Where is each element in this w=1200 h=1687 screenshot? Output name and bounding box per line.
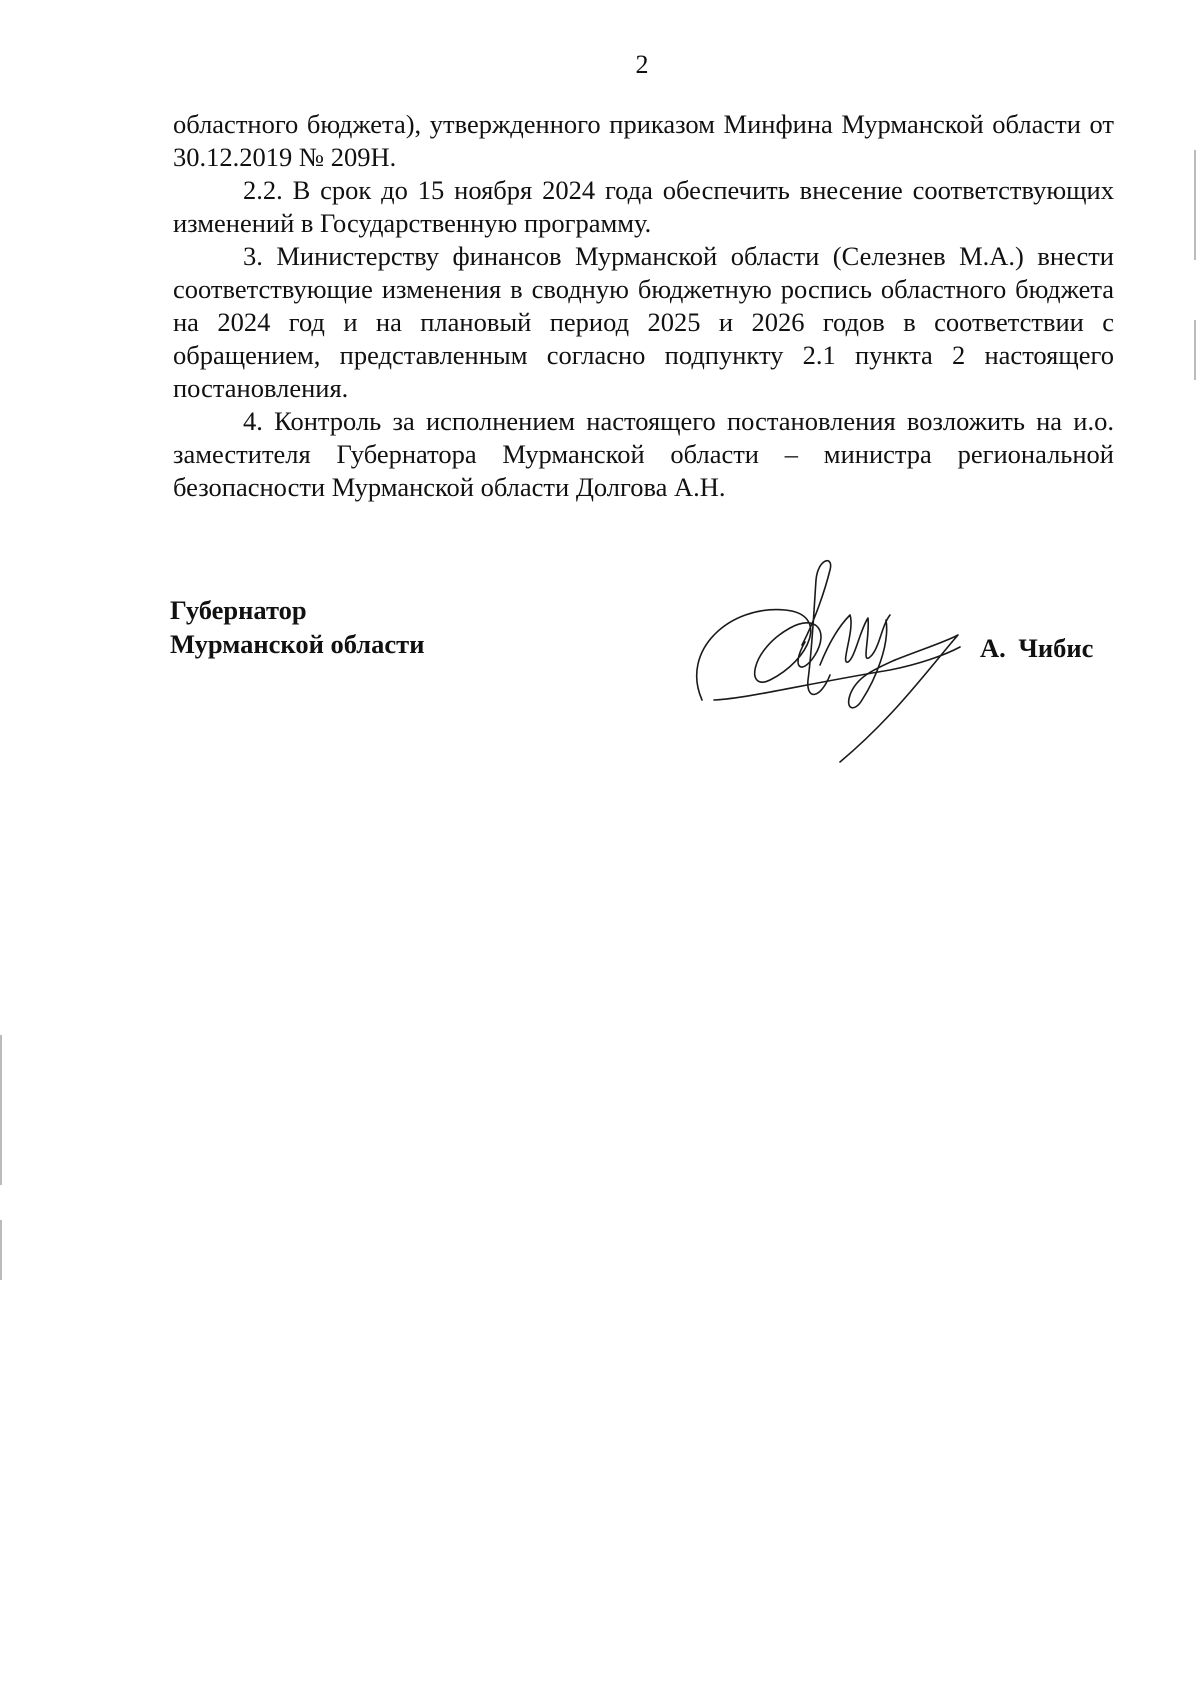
paragraph-3: 3. Министерству финансов Мурманской области (Селезнев М.А.) внести соответствующие изменения в сводную бюджетную роспись областного бюджета на 2024 год и на плановый период 2025 и 2026 годов в соответствии с обращением, представленным согласно подпункту 2.1 пункта 2 настоящего постановления.	[173, 241, 1114, 403]
scan-edge-mark	[1194, 320, 1196, 380]
paragraph-4: 4. Контроль за исполнением настоящего постановления возложить на и.о. заместителя Губернатора Мурманской области – министра региональной безопасности Мурманской области Долгова А.Н.	[173, 406, 1114, 502]
signatory-position	[170, 593, 424, 661]
position-title: Губернатор	[170, 595, 307, 625]
document-body	[173, 108, 1114, 504]
scan-edge-mark	[0, 1220, 2, 1280]
scan-edge-mark	[0, 1035, 2, 1185]
paragraph-2-2: 2.2. В срок до 15 ноября 2024 года обеспечить внесение соответствующих изменений в Государственную программу.	[173, 175, 1114, 238]
scan-edge-mark	[1194, 150, 1196, 260]
handwritten-signature-icon	[690, 550, 970, 770]
page-number: 2	[635, 50, 649, 79]
position-region: Мурманской области	[170, 629, 425, 659]
paragraph-continuation: областного бюджета), утвержденного приказом Минфина Мурманской области от 30.12.2019 № 209Н.	[173, 109, 1114, 172]
signer-name: А. Чибис	[980, 633, 1094, 663]
